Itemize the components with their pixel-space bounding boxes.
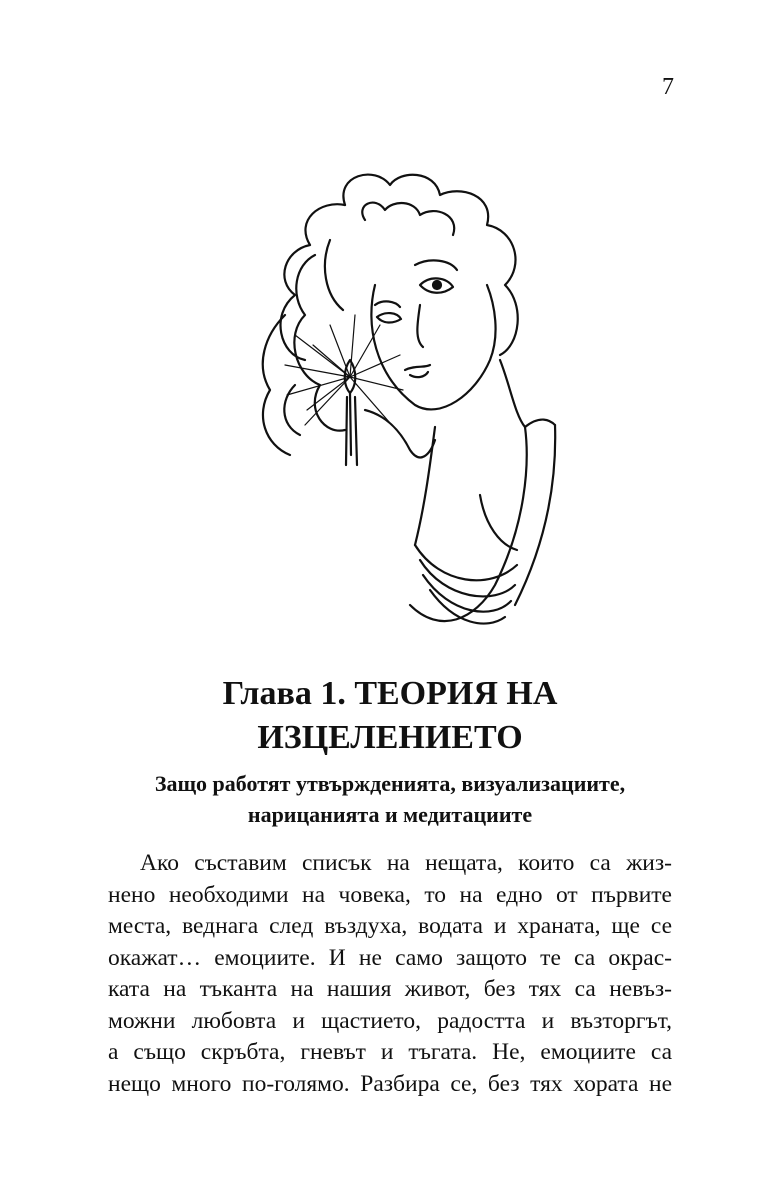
chapter-subtitle-line1: Защо работят утвържденията, визуализациите, [154, 771, 626, 796]
hair-lines [343, 175, 517, 355]
page-number: 7 [662, 74, 674, 100]
text-line: ката на тъканта на нашия живот, без тях са невъз- [108, 976, 672, 1002]
chapter-title-line2: ИЗЦЕЛЕНИЕТО [257, 719, 523, 756]
text-line: нено необходими на човека, то на едно от първите [108, 881, 672, 908]
chapter-title-line1: Глава 1. ТЕОРИЯ НА [222, 675, 558, 712]
text-line: места, веднага след въздуха, водата и храната, ще се [108, 913, 672, 939]
woman-with-candle-illustration [225, 165, 565, 655]
chapter-subtitle [100, 768, 680, 830]
chapter-subtitle-line2: нарицанията и медитациите [247, 802, 533, 827]
text-line: Ако съставим списък на нещата, които са жиз- [140, 850, 672, 876]
body-paragraph [108, 848, 672, 1100]
text-line: а също скръбта, гневът и тъгата. Не, емоциите са [108, 1039, 672, 1065]
face-outline [371, 285, 495, 409]
text-line: можни любовта и щастието, радостта и възторгът, [108, 1007, 672, 1034]
chapter-title [100, 672, 680, 760]
eye-icon [433, 281, 441, 289]
text-line: окажат… емоциите. И не само защото те са окрас- [108, 944, 672, 971]
text-line: нещо много по-голямо. Разбира се, без тях хората не [108, 1070, 672, 1097]
